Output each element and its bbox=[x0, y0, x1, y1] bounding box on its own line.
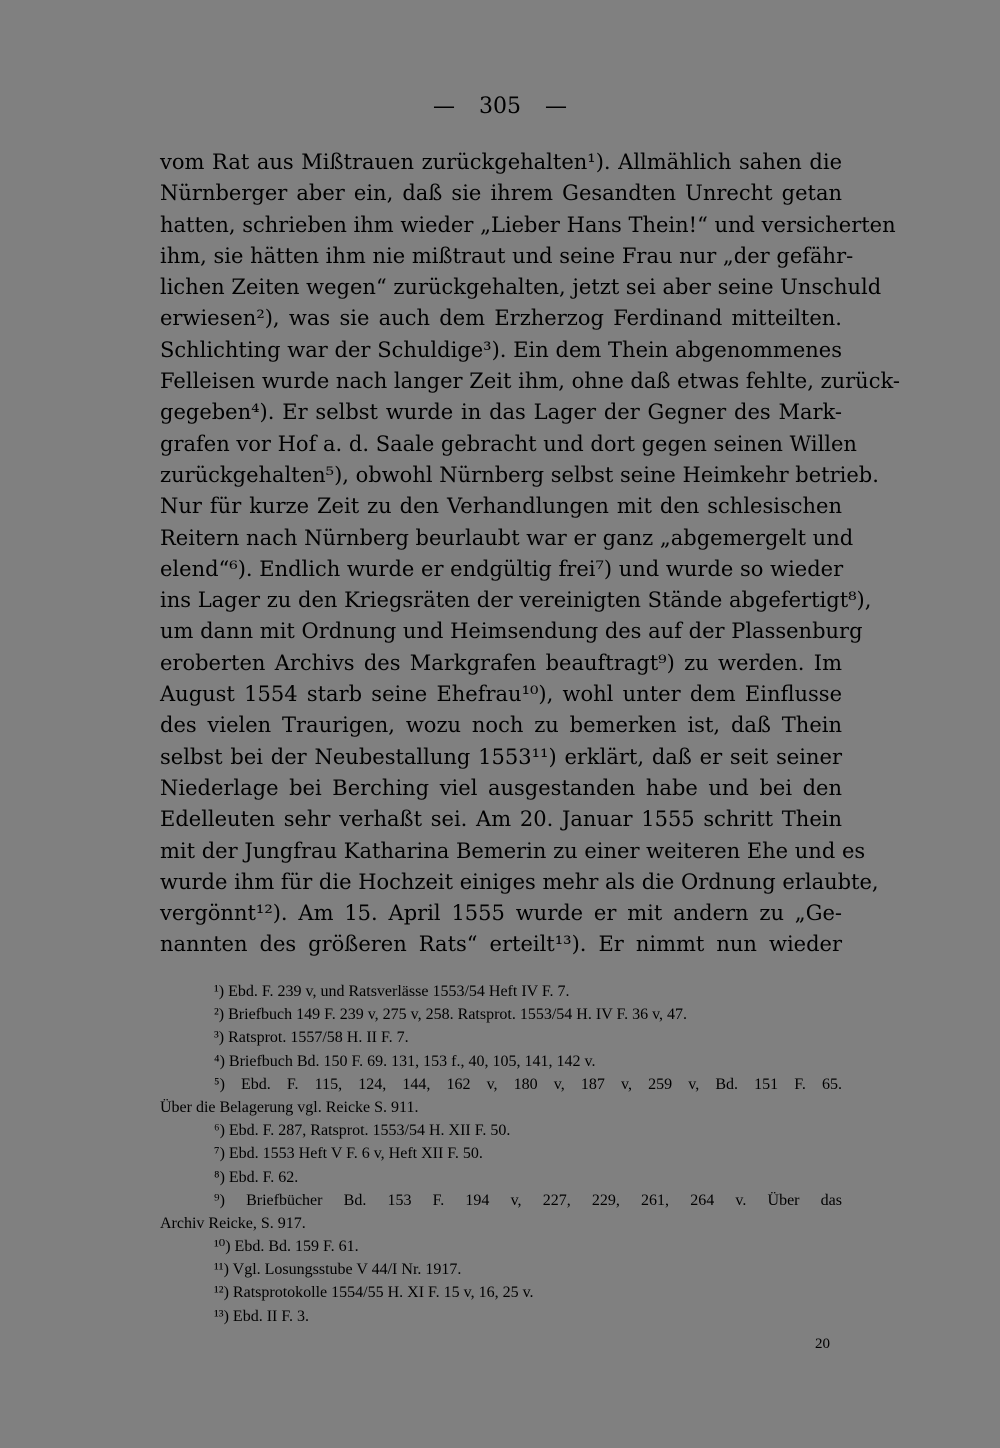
body-line: mit der Jungfrau Katharina Bemerin zu einer weiteren Ehe und es bbox=[160, 838, 866, 863]
body-line: um dann mit Ordnung und Heimsendung des auf der Plassenburg bbox=[160, 619, 863, 644]
footnotes bbox=[160, 980, 842, 1328]
footnote-line: ⁸) Ebd. F. 62. bbox=[214, 1168, 299, 1186]
body-line: Nur für kurze Zeit zu den Verhandlungen mit den schlesischen bbox=[160, 494, 842, 519]
footnote-line: ¹³) Ebd. II F. 3. bbox=[214, 1307, 309, 1325]
body-line: Niederlage bei Berching viel ausgestanden habe und bei den bbox=[160, 775, 842, 800]
body-line: elend“⁶). Endlich wurde er endgültig frei⁷) und wurde so wieder bbox=[160, 556, 844, 581]
footnote-line: Archiv Reicke, S. 917. bbox=[160, 1214, 306, 1232]
footnote-line: ¹¹) Vgl. Losungsstube V 44/I Nr. 1917. bbox=[214, 1261, 462, 1279]
body-line: ihm, sie hätten ihm nie mißtraut und seine Frau nur „der gefähr- bbox=[160, 243, 854, 268]
body-line: des vielen Traurigen, wozu noch zu bemerken ist, daß Thein bbox=[160, 713, 842, 738]
body-line: Reitern nach Nürnberg beurlaubt war er ganz „abgemergelt und bbox=[160, 525, 854, 550]
body-line: selbst bei der Neubestallung 1553¹¹) erklärt, daß er seit seiner bbox=[160, 744, 842, 769]
footnote-line: ⁴) Briefbuch Bd. 150 F. 69. 131, 153 f., 40, 105, 141, 142 v. bbox=[214, 1052, 596, 1070]
body-line: gegeben⁴). Er selbst wurde in das Lager der Gegner des Mark- bbox=[160, 400, 842, 425]
body-line: zurückgehalten⁵), obwohl Nürnberg selbst seine Heimkehr betrieb. bbox=[160, 462, 879, 487]
body-line: eroberten Archivs des Markgrafen beauftragt⁹) zu werden. Im bbox=[160, 650, 842, 675]
body-line: Edelleuten sehr verhaßt sei. Am 20. Januar 1555 schritt Thein bbox=[160, 807, 842, 832]
footnote-line: ¹) Ebd. F. 239 v, und Ratsverlässe 1553/54 Heft IV F. 7. bbox=[214, 983, 570, 1000]
body-line: ins Lager zu den Kriegsräten der vereinigten Stände abgefertigt⁸), bbox=[160, 588, 872, 613]
body-line: hatten, schrieben ihm wieder „Lieber Hans Thein!“ und versicherten bbox=[160, 212, 896, 237]
body-line: Felleisen wurde nach langer Zeit ihm, ohne daß etwas fehlte, zurück- bbox=[160, 369, 900, 394]
footnote-line: Über die Belagerung vgl. Reicke S. 911. bbox=[160, 1098, 419, 1116]
footnote-line: ¹⁰) Ebd. Bd. 159 F. 61. bbox=[214, 1238, 359, 1256]
body-line: lichen Zeiten wegen“ zurückgehalten, jetzt sei aber seine Unschuld bbox=[160, 275, 882, 300]
body-line: Nürnberger aber ein, daß sie ihrem Gesandten Unrecht getan bbox=[160, 181, 842, 206]
page-number: 305 bbox=[479, 94, 521, 119]
header-dash-right: — bbox=[545, 94, 567, 119]
page-header bbox=[0, 93, 1000, 121]
body-line: vergönnt¹²). Am 15. April 1555 wurde er mit andern zu „Ge- bbox=[160, 901, 842, 926]
body-line: erwiesen²), was sie auch dem Erzherzog Ferdinand mitteilten. bbox=[160, 306, 842, 331]
footnote-line: ⁵) Ebd. F. 115, 124, 144, 162 v, 180 v, 187 v, 259 v, Bd. 151 F. 65. bbox=[214, 1075, 842, 1093]
body-line: grafen vor Hof a. d. Saale gebracht und dort gegen seinen Willen bbox=[160, 431, 857, 456]
body-line: nannten des größeren Rats“ erteilt¹³). Er nimmt nun wieder bbox=[160, 932, 842, 957]
footnote-line: ⁹) Briefbücher Bd. 153 F. 194 v, 227, 229, 261, 264 v. Über das bbox=[214, 1191, 842, 1209]
body-line: wurde ihm für die Hochzeit einiges mehr als die Ordnung erlaubte, bbox=[160, 869, 879, 894]
header-dash-left: — bbox=[433, 94, 455, 119]
footnote-line: ³) Ratsprot. 1557/58 H. II F. 7. bbox=[214, 1029, 409, 1047]
footnote-line: ²) Briefbuch 149 F. 239 v, 275 v, 258. Ratsprot. 1553/54 H. IV F. 36 v, 47. bbox=[214, 1006, 688, 1024]
footnote-line: ⁷) Ebd. 1553 Heft V F. 6 v, Heft XII F. 50. bbox=[214, 1145, 483, 1163]
body-line: vom Rat aus Mißtrauen zurückgehalten¹). Allmählich sahen die bbox=[160, 150, 842, 174]
footnote-line: ¹²) Ratsprotokolle 1554/55 H. XI F. 15 v, 16, 25 v. bbox=[214, 1284, 534, 1302]
signature-mark: 20 bbox=[815, 1336, 830, 1352]
footnote-line: ⁶) Ebd. F. 287, Ratsprot. 1553/54 H. XII F. 50. bbox=[214, 1122, 511, 1140]
body-line: Schlichting war der Schuldige³). Ein dem Thein abgenommenes bbox=[160, 337, 842, 362]
body-line: August 1554 starb seine Ehefrau¹⁰), wohl unter dem Einflusse bbox=[160, 682, 842, 707]
body-text bbox=[160, 147, 900, 961]
